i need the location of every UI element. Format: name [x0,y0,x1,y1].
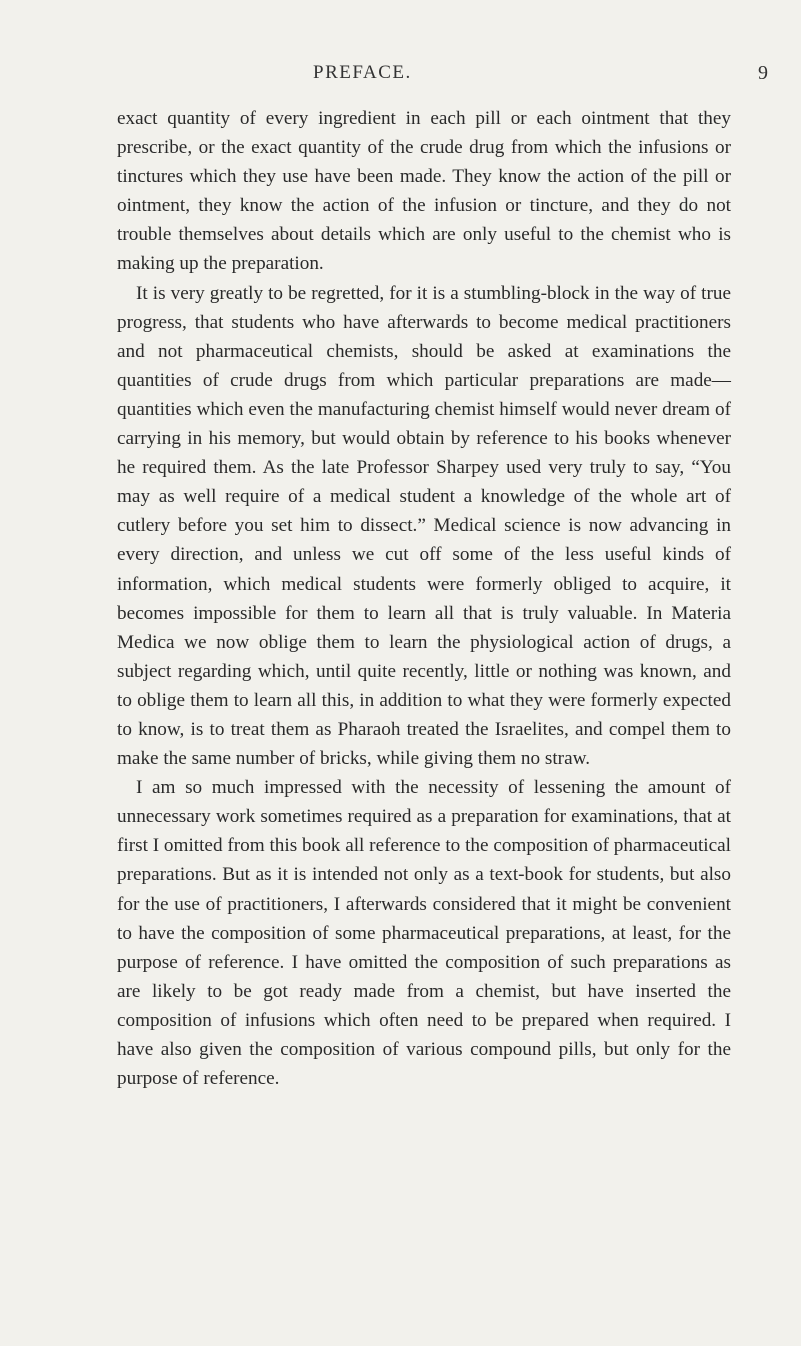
paragraph: I am so much impressed with the necessity of lessening the amount of unnecessary work sometimes required as a preparation for examinations, that at first I omitted from this book all reference to the composition of pharmaceutical preparations. But as it is intended not only as a text-book for students, but also for the use of practitioners, I afterwards considered that it might be convenient to have the composition of some pharmaceutical preparations, at least, for the purpose of reference. I have omitted the composition of such preparations as are likely to be got ready made from a chemist, but have inserted the composition of infusions which often need to be prepared when required. I have also given the composition of various compound pills, but only for the purpose of reference. [117,777,731,1090]
page-number: 9 [758,62,768,84]
running-head [0,62,801,92]
paragraph: exact quantity of every ingredient in each pill or each ointment that they prescribe, or the exact quantity of the crude drug from which the infusions or tinctures which they use have been made. They know the action of the pill or ointment, they know the action of the infusion or tincture, and they do not trouble themselves about details which are only useful to the chemist who is making up the preparation. [117,108,731,275]
paragraph: It is very greatly to be regretted, for it is a stumbling-block in the way of true progress, that students who have afterwards to become medical practitioners and not pharmaceutical chemists, should be asked at examinations the quantities of crude drugs from which particular preparations are made—quantities which even the manufacturing chemist himself would never dream of carrying in his memory, but would obtain by reference to his books whenever he required them. As the late Professor Sharpey used very truly to say, “You may as well require of a medical student a knowledge of the whole art of cutlery before you set him to dissect.” Medical science is now advancing in every direction, and unless we cut off some of the less useful kinds of information, which medical students were formerly obliged to acquire, it becomes impossible for them to learn all that is truly valuable. In Materia Medica we now oblige them to learn the physiological action of drugs, a subject regarding which, until quite recently, little or nothing was known, and to oblige them to learn all this, in addition to what they were formerly expected to know, is to treat them as Pharaoh treated the Israelites, and compel them to make the same number of bricks, while giving them no straw. [117,282,731,770]
running-title: PREFACE. [313,62,412,83]
body-text [117,104,731,1093]
